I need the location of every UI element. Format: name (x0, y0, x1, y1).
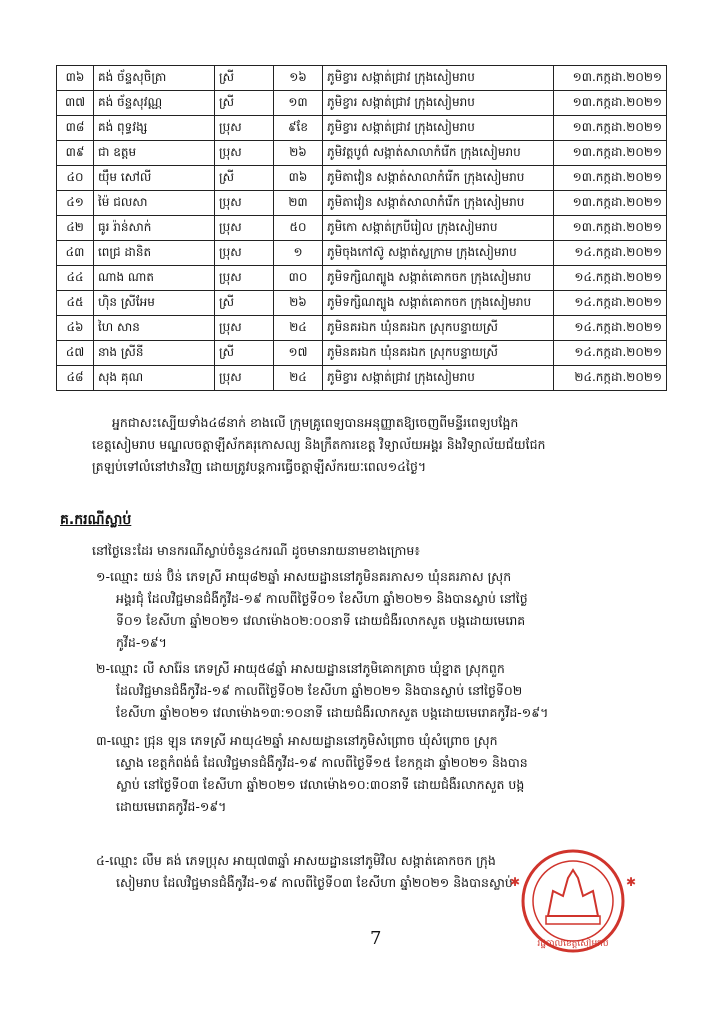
section-heading: គ.ករណីស្លាប់ (60, 512, 132, 528)
patient-age: ១៦ (274, 66, 323, 91)
patient-address: ភូមិខ្វារ សង្កាត់ជ្រាវ ក្រុងសៀមរាប (323, 91, 554, 116)
section-intro-text: នៅថ្ងៃនេះដែរ មានករណីស្លាប់ចំនួន៤ករណី ដូចមានរាយនាមខាងក្រោម៖ (92, 543, 420, 558)
recovery-date: ១៤.កក្កដា.២០២១ (554, 291, 667, 316)
row-number: ៤៥ (57, 291, 94, 316)
recovery-date: ១៣.កក្កដា.២០២១ (554, 141, 667, 166)
patient-address: ភូមិខ្វារ សង្កាត់ជ្រាវ ក្រុងសៀមរាប (323, 116, 554, 141)
patient-sex: ស្រី (215, 91, 274, 116)
case-1-lead: ១-ឈ្មោះ យន់ ប៊ិន់ ភេទស្រី អាយុ៨២ឆ្នាំ អាសយដ្ឋាននៅភូមិនគរភាស១ ឃុំនគរភាស ស្រុក (96, 569, 512, 584)
patient-address: ភូមិវត្តបូព៌ សង្កាត់សាលាកំរើក ក្រុងសៀមរាប (323, 141, 554, 166)
seal-base (546, 916, 600, 924)
patient-sex: ស្រី (215, 341, 274, 366)
page-number: 7 (370, 928, 382, 949)
row-number: ៣៨ (57, 116, 94, 141)
patient-name: ធូរ រ៉ាន់សាក់ (94, 216, 215, 241)
table-row (57, 66, 667, 91)
recovery-date: ១៣.កក្កដា.២០២១ (554, 66, 667, 91)
recovery-date: ១៤.កក្កដា.២០២១ (554, 316, 667, 341)
case-3-lead: ៣-ឈ្មោះ ជ្រុន ឡុន ភេទស្រី អាយុ៤២ឆ្នាំ អាសយដ្ឋាននៅភូមិសំព្រោច ឃុំសំព្រោច ស្រុក (96, 733, 498, 748)
death-case-3 (96, 730, 658, 818)
death-case-1 (96, 566, 658, 654)
seal-star-right-icon: ✱ (626, 875, 637, 889)
row-number: ៤៦ (57, 316, 94, 341)
patient-sex: ប្រុស (215, 241, 274, 266)
table-row (57, 191, 667, 216)
seal-text: រដ្ឋបាលខេត្តសៀមរាប (537, 939, 609, 949)
patient-age: ២៤ (274, 316, 323, 341)
case-1-line-1: អង្គរជុំ ដែលវិជ្ជមានជំងឺកូវីដ-១៩ កាលពីថ្ងៃទី០១ ខែសីហា ឆ្នាំ២០២១ និងបានស្លាប់ នៅថ្ងៃ (116, 591, 528, 606)
summary-line-3: ត្រឡប់ទៅលំនៅឋានវិញ ដោយត្រូវបន្តការធ្វើចត្តាឡីស័ករយៈពេល១៤ថ្ងៃ។ (92, 459, 427, 474)
patient-age: ៣០ (274, 266, 323, 291)
patient-address: ភូមិទក្សិណត្បូង សង្កាត់គោកចក ក្រុងសៀមរាប (323, 291, 554, 316)
table-row (57, 266, 667, 291)
case-1-line-3: កូវីដ-១៩។ (116, 635, 167, 650)
table-row (57, 341, 667, 366)
death-case-2 (96, 658, 658, 724)
case-1-line-2: ទី០១ ខែសីហា ឆ្នាំ២០២១ វេលាម៉ោង០២:០០នាទី ដោយជំងឺរលាកសួត បង្កដោយមេរោគ (116, 613, 526, 628)
seal-inner-ring (533, 861, 613, 941)
table-row (57, 241, 667, 266)
official-seal (498, 846, 648, 956)
patient-name: ជា ឧត្តម (94, 141, 215, 166)
table-row (57, 166, 667, 191)
patient-sex: ប្រុស (215, 116, 274, 141)
recovery-date: ២៤.កក្កដា.២០២១ (554, 366, 667, 391)
patient-name: ណាង ណាត (94, 266, 215, 291)
case-4-line-1: សៀមរាប ដែលវិជ្ជមានជំងឺកូវីដ-១៩ កាលពីថ្ងៃទី០៣ ខែសីហា ឆ្នាំ២០២១ និងបានស្លាប់ (116, 875, 513, 890)
row-number: ៣៦ (57, 66, 94, 91)
patient-sex: ប្រុស (215, 316, 274, 341)
patient-name: គង់ ពុទ្ធវង្ស (94, 116, 215, 141)
patient-address: ភូមិទក្សិណត្បូង សង្កាត់គោកចក ក្រុងសៀមរាប (323, 266, 554, 291)
recovery-date: ១៣.កក្កដា.២០២១ (554, 191, 667, 216)
patient-name: គង់ ច័ន្ទសុចិត្រា (94, 66, 215, 91)
patient-age: ៣៦ (274, 166, 323, 191)
table-row (57, 141, 667, 166)
patient-address: ភូមិចុងកៅស៊ូ សង្កាត់ស្លក្រាម ក្រុងសៀមរាប (323, 241, 554, 266)
patient-address: ភូមិខ្វារ សង្កាត់ជ្រាវ ក្រុងសៀមរាប (323, 66, 554, 91)
table-row (57, 91, 667, 116)
patient-age: ១៧ (274, 341, 323, 366)
row-number: ៣៧ (57, 91, 94, 116)
patient-name: ម៉ៃ ជលសា (94, 191, 215, 216)
recovery-date: ១៣.កក្កដា.២០២១ (554, 91, 667, 116)
table-row (57, 291, 667, 316)
recovery-date: ១៤.កក្កដា.២០២១ (554, 266, 667, 291)
patient-address: ភូមិខ្វារ សង្កាត់ជ្រាវ ក្រុងសៀមរាប (323, 366, 554, 391)
patient-sex: ស្រី (215, 166, 274, 191)
patient-address: ភូមិនគរឯក ឃុំនគរឯក ស្រុកបន្ទាយស្រី (323, 316, 554, 341)
patient-address: ភូមិតាវៀន សង្កាត់សាលាកំរើក ក្រុងសៀមរាប (323, 191, 554, 216)
seal-ring (523, 851, 623, 951)
patient-address: ភូមិនគរឯក ឃុំនគរឯក ស្រុកបន្ទាយស្រី (323, 341, 554, 366)
recovery-date: ១៣.កក្កដា.២០២១ (554, 166, 667, 191)
patient-name: គង់ ច័ន្ទសុវណ្ណ (94, 91, 215, 116)
recovery-date: ១៣.កក្កដា.២០២១ (554, 116, 667, 141)
patient-age: ២៦ (274, 291, 323, 316)
patient-age: ១៣ (274, 91, 323, 116)
patient-name: យ៉ឹម សៅលី (94, 166, 215, 191)
records-table-body (57, 66, 667, 391)
case-2-line-2: ខែសីហា ឆ្នាំ២០២១ វេលាម៉ោង១៣:១០នាទី ដោយជំងឺរលាកសួត បង្កដោយមេរោគកូវីដ-១៩។ (116, 705, 549, 720)
row-number: ៤៣ (57, 241, 94, 266)
row-number: ៣៩ (57, 141, 94, 166)
patient-sex: ស្រី (215, 291, 274, 316)
patient-sex: ស្រី (215, 66, 274, 91)
summary-line-2: ខេត្តសៀមរាប មណ្ឌលចត្តាឡីស័កគរុកោសល្យ និងក្រឹតការខេត្ត វិទ្យាល័យអង្គរ និងវិទ្យាល័យជ័យជែក (92, 437, 546, 452)
row-number: ៤៧ (57, 341, 94, 366)
case-3-line-1: ស្ទោង ខេត្តកំពង់ធំ ដែលវិជ្ជមានជំងឺកូវីដ-១៩ កាលពីថ្ងៃទី១៥ ខែកក្កដា ឆ្នាំ២០២១ និងបាន (116, 755, 528, 770)
seal-star-left-icon: ✱ (510, 875, 521, 889)
patient-sex: ប្រុស (215, 266, 274, 291)
patient-age: ២៤ (274, 366, 323, 391)
table-row (57, 216, 667, 241)
section-intro (92, 540, 662, 562)
case-4-lead: ៤-ឈ្មោះ លឹម គង់ ភេទប្រុស អាយុ៧៣ឆ្នាំ អាសយដ្ឋាននៅភូមិវិល សង្កាត់គោកចក ក្រុង (96, 853, 496, 868)
recovery-summary (92, 412, 662, 478)
patient-sex: ប្រុស (215, 141, 274, 166)
case-3-line-2: ស្លាប់ នៅថ្ងៃទី០៣ ខែសីហា ឆ្នាំ២០២១ វេលាម៉ោង១០:៣០នាទី ដោយជំងឺរលាកសួត បង្ក (116, 777, 525, 792)
case-3-line-3: ដោយមេរោគកូវីដ-១៩។ (116, 799, 227, 814)
recovery-date: ១៤.កក្កដា.២០២១ (554, 341, 667, 366)
patient-age: ៥០ (274, 216, 323, 241)
patient-sex: ប្រុស (215, 366, 274, 391)
row-number: ៤២ (57, 216, 94, 241)
patient-address: ភូមិកោ សង្កាត់ក្របីរៀល ក្រុងសៀមរាប (323, 216, 554, 241)
records-table (56, 65, 667, 391)
case-2-lead: ២-ឈ្មោះ លី សារ៉ែន ភេទស្រី អាយុ៥៨ឆ្នាំ អាសយដ្ឋាននៅភូមិគោកត្រាច ឃុំខ្នាត ស្រុកពួក (96, 661, 505, 676)
recovery-date: ១៣.កក្កដា.២០២១ (554, 216, 667, 241)
patient-address: ភូមិតាវៀន សង្កាត់សាលាកំរើក ក្រុងសៀមរាប (323, 166, 554, 191)
summary-line-1: អ្នកជាសះស្បើយទាំង៤៨នាក់ ខាងលើ ក្រុមគ្រូពេទ្យបានអនុញ្ញាតឱ្យចេញពីមន្ទីរពេទ្យបង្អែក (112, 415, 519, 430)
row-number: ៤៤ (57, 266, 94, 291)
patient-age: ៩ខែ (274, 116, 323, 141)
patient-age: ២៣ (274, 191, 323, 216)
patient-sex: ប្រុស (215, 191, 274, 216)
patient-name: ពេជ្រ ដានិត (94, 241, 215, 266)
row-number: ៤៨ (57, 366, 94, 391)
row-number: ៤០ (57, 166, 94, 191)
patient-name: ហៃ សាន (94, 316, 215, 341)
table-row (57, 366, 667, 391)
table-row (57, 116, 667, 141)
patient-age: ២៦ (274, 141, 323, 166)
patient-name: នាង ស្រីនី (94, 341, 215, 366)
row-number: ៤១ (57, 191, 94, 216)
recovery-date: ១៤.កក្កដា.២០២១ (554, 241, 667, 266)
patient-name: សុង គុណ (94, 366, 215, 391)
case-2-line-1: ដែលវិជ្ជមានជំងឺកូវីដ-១៩ កាលពីថ្ងៃទី០២ ខែសីហា ឆ្នាំ២០២១ និងបានស្លាប់ នៅថ្ងៃទី០២ (116, 683, 523, 698)
patient-age: ១ (274, 241, 323, 266)
table-row (57, 316, 667, 341)
patient-name: ហ៊ិន ស្រីអែម (94, 291, 215, 316)
temple-icon (548, 870, 598, 916)
patient-sex: ប្រុស (215, 216, 274, 241)
